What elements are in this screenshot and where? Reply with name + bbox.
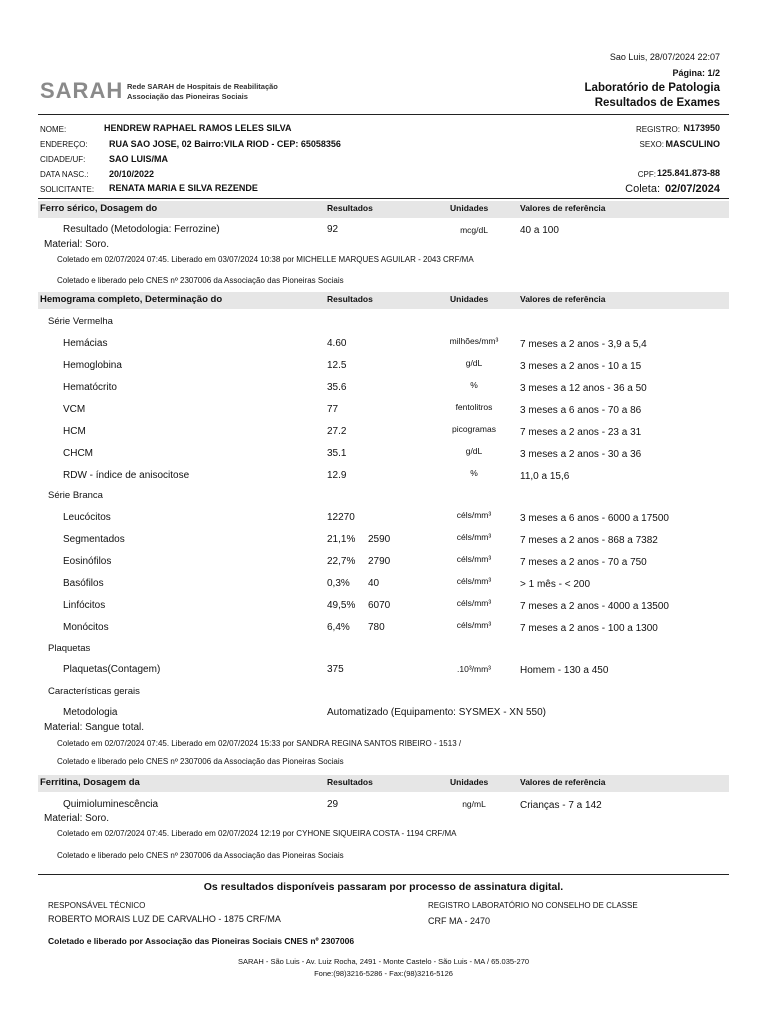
branca-row-ref: 7 meses a 2 anos - 100 a 1300 <box>520 623 658 634</box>
ferritina-note-1: Coletado em 02/07/2024 07:45. Liberado em 02/07/2024 12:19 por CYHONE SIQUEIRA COSTA - 1194 CRF/MA <box>57 829 457 838</box>
hemograma-section-header <box>38 292 729 309</box>
ferro-value: 92 <box>327 224 339 235</box>
branca-row-label: Leucócitos <box>63 512 111 523</box>
serie-vermelha-label: Série Vermelha <box>48 316 113 327</box>
vermelha-row-ref: 3 meses a 2 anos - 10 a 15 <box>520 361 642 372</box>
branca-row-label: Linfócitos <box>63 600 106 611</box>
vermelha-row-unit: g/dL <box>465 358 483 368</box>
footer-address: SARAH - São Luis - Av. Luiz Rocha, 2491 - Monte Castelo - São Luis - MA / 65.035-270 <box>237 957 530 966</box>
coleta-label: Coleta: <box>625 183 660 195</box>
requester-label: SOLICITANTE: <box>40 185 95 194</box>
ferro-unit: mcg/dL <box>460 225 488 235</box>
units-header: Unidades <box>450 777 489 787</box>
ferro-material: Material: Soro. <box>44 239 110 250</box>
hemograma-note-2: Coletado e liberado pelo CNES nº 2307006 da Associação das Pioneiras Sociais <box>57 757 344 766</box>
patient-divider <box>38 198 729 199</box>
ferro-ref: 40 a 100 <box>520 225 559 236</box>
vermelha-row-unit: g/dL <box>465 446 483 456</box>
branca-row-label: Monócitos <box>63 622 109 633</box>
vermelha-row-unit: milhões/mm³ <box>449 336 499 346</box>
cpf-label: CPF: <box>637 170 656 179</box>
refs-header: Valores de referência <box>520 777 606 787</box>
plaquetas-ref: Homem - 130 a 450 <box>520 665 609 676</box>
patient-city: SAO LUIS/MA <box>109 154 169 164</box>
hemograma-note-1: Coletado em 02/07/2024 07:45. Liberado em 02/07/2024 15:33 por SANDRA REGINA SANTOS RIBEIRO - 1513 / <box>57 739 462 748</box>
vermelha-row-value: 27.2 <box>327 426 347 437</box>
branca-row-ref: > 1 mês - < 200 <box>520 579 591 590</box>
resp-tecnico-name: ROBERTO MORAIS LUZ DE CARVALHO - 1875 CRF/MA <box>48 914 281 924</box>
branca-row-unit: céls/mm³ <box>456 598 492 608</box>
patient-name: HENDREW RAPHAEL RAMOS LELES SILVA <box>104 123 292 133</box>
vermelha-row-unit: picogramas <box>452 424 496 434</box>
logo-line-1: Rede SARAH de Hospitais de Reabilitação <box>127 82 278 91</box>
branca-row-value: 6,4% <box>327 622 350 633</box>
plaquetas-label: Plaquetas <box>48 643 91 654</box>
vermelha-row-label: HCM <box>63 426 86 437</box>
sexo-value: MASCULINO <box>665 139 720 149</box>
vermelha-row-ref: 7 meses a 2 anos - 3,9 a 5,4 <box>520 339 647 350</box>
branca-row-label: Basófilos <box>63 578 104 589</box>
serie-branca-label: Série Branca <box>48 490 103 501</box>
branca-row-unit: céls/mm³ <box>456 532 492 542</box>
cpf-value: 125.841.873-88 <box>656 168 720 178</box>
results-header: Resultados <box>327 294 373 304</box>
vermelha-row-ref: 7 meses a 2 anos - 23 a 31 <box>520 427 642 438</box>
vermelha-row-label: CHCM <box>63 448 93 459</box>
branca-row-label: Eosinófilos <box>63 556 112 567</box>
ferritina-material: Material: Soro. <box>44 813 110 824</box>
branca-row-absolute: 780 <box>368 622 385 633</box>
footer-phone: Fone:(98)3216-5286 - Fax:(98)3216-5126 <box>314 969 453 978</box>
ferritina-ref: Crianças - 7 a 142 <box>520 800 602 811</box>
plaquetas-value: 375 <box>327 664 344 675</box>
logo-subtitle <box>127 82 278 102</box>
city-label: CIDADE/UF: <box>40 155 86 164</box>
registro-label: REGISTRO: <box>635 125 680 134</box>
branca-row-ref: 7 meses a 2 anos - 4000 a 13500 <box>520 601 669 612</box>
patient-birth: 20/10/2022 <box>109 169 155 179</box>
results-header: Resultados <box>327 777 373 787</box>
signature-notice: Os resultados disponíveis passaram por processo de assinatura digital. <box>203 881 564 893</box>
vermelha-row-ref: 11,0 a 15,6 <box>520 471 570 482</box>
results-header: Resultados <box>327 203 373 213</box>
metodologia-label: Metodologia <box>63 707 118 718</box>
lab-title: Laboratório de Patologia <box>584 82 720 94</box>
branca-row-unit: céls/mm³ <box>456 510 492 520</box>
branca-row-absolute: 40 <box>368 578 380 589</box>
coletado-footer: Coletado e liberado por Associação das Pioneiras Sociais CNES nº 2307006 <box>48 936 355 946</box>
vermelha-row-ref: 3 meses a 6 anos - 70 a 86 <box>520 405 642 416</box>
birth-label: DATA NASC.: <box>40 170 89 179</box>
branca-row-value: 21,1% <box>327 534 356 545</box>
patient-address: RUA SAO JOSE, 02 Bairro:VILA RIOD - CEP: 65058356 <box>109 139 341 149</box>
vermelha-row-unit: % <box>470 380 478 390</box>
vermelha-row-unit: % <box>470 468 478 478</box>
vermelha-row-label: VCM <box>63 404 86 415</box>
ferro-title: Ferro sérico, Dosagem do <box>40 203 158 214</box>
ferritina-unit: ng/mL <box>462 799 486 809</box>
hemograma-material: Material: Sangue total. <box>44 722 145 733</box>
vermelha-row-value: 12.9 <box>327 470 347 481</box>
footer-divider <box>38 874 729 875</box>
branca-row-ref: 3 meses a 6 anos - 6000 a 17500 <box>520 513 669 524</box>
metodologia-value: Automatizado (Equipamento: SYSMEX - XN 550) <box>327 707 546 718</box>
branca-row-unit: céls/mm³ <box>456 554 492 564</box>
units-header: Unidades <box>450 203 489 213</box>
branca-row-value: 22,7% <box>327 556 356 567</box>
ferro-note-2: Coletado e liberado pelo CNES nº 2307006 da Associação das Pioneiras Sociais <box>57 276 344 285</box>
ferritina-row-label: Quimioluminescência <box>63 799 159 810</box>
branca-row-unit: céls/mm³ <box>456 620 492 630</box>
branca-row-value: 49,5% <box>327 600 356 611</box>
header-divider <box>38 114 729 115</box>
vermelha-row-value: 35.6 <box>327 382 347 393</box>
hemograma-title: Hemograma completo, Determinação do <box>40 294 223 305</box>
ferritina-note-2: Coletado e liberado pelo CNES nº 2307006 da Associação das Pioneiras Sociais <box>57 851 344 860</box>
sarah-logo: SARAH <box>40 78 124 103</box>
vermelha-row-label: RDW - índice de anisocitose <box>63 470 190 481</box>
branca-row-absolute: 2590 <box>368 534 391 545</box>
ferro-section-header <box>38 201 729 218</box>
vermelha-row-ref: 3 meses a 2 anos - 30 a 36 <box>520 449 642 460</box>
branca-row-unit: céls/mm³ <box>456 576 492 586</box>
resp-tecnico-label: RESPONSÁVEL TÉCNICO <box>48 901 146 910</box>
logo-line-2: Associação das Pioneiras Sociais <box>127 92 248 101</box>
ferritina-section-header <box>38 775 729 792</box>
vermelha-row-label: Hematócrito <box>63 382 117 393</box>
registro-lab-label: REGISTRO LABORATÓRIO NO CONSELHO DE CLASSE <box>428 901 638 910</box>
name-label: NOME: <box>40 125 67 134</box>
branca-row-value: 0,3% <box>327 578 350 589</box>
requester-name: RENATA MARIA E SILVA REZENDE <box>109 183 258 193</box>
ferritina-title: Ferritina, Dosagem da <box>40 777 140 788</box>
vermelha-row-value: 35.1 <box>327 448 347 459</box>
plaquetas-unit: .10³/mm³ <box>457 664 491 674</box>
refs-header: Valores de referência <box>520 203 606 213</box>
branca-row-ref: 7 meses a 2 anos - 70 a 750 <box>520 557 647 568</box>
sexo-label: SEXO: <box>639 140 664 149</box>
vermelha-row-ref: 3 meses a 12 anos - 36 a 50 <box>520 383 647 394</box>
branca-row-label: Segmentados <box>63 534 125 545</box>
branca-row-absolute: 6070 <box>368 600 391 611</box>
registro-lab-value: CRF MA - 2470 <box>428 916 491 926</box>
vermelha-row-label: Hemoglobina <box>63 360 122 371</box>
lab-subtitle: Resultados de Exames <box>594 97 720 109</box>
branca-row-ref: 7 meses a 2 anos - 868 a 7382 <box>520 535 658 546</box>
vermelha-row-unit: fentolitros <box>455 402 493 412</box>
branca-row-value: 12270 <box>327 512 355 523</box>
vermelha-row-value: 4.60 <box>327 338 347 349</box>
address-label: ENDEREÇO: <box>40 140 88 149</box>
page-number: Página: 1/2 <box>672 68 720 78</box>
vermelha-row-value: 12.5 <box>327 360 347 371</box>
caracteristicas-label: Características gerais <box>48 686 140 697</box>
plaquetas-row-label: Plaquetas(Contagem) <box>63 664 161 675</box>
ferro-row-label: Resultado (Metodologia: Ferrozine) <box>63 224 220 235</box>
ferro-note-1: Coletado em 02/07/2024 07:45. Liberado em 03/07/2024 10:38 por MICHELLE MARQUES AGUILAR - 2043 CRF/MA <box>57 255 474 264</box>
refs-header: Valores de referência <box>520 294 606 304</box>
branca-row-absolute: 2790 <box>368 556 391 567</box>
ferritina-value: 29 <box>327 799 339 810</box>
coleta-date: 02/07/2024 <box>664 183 720 195</box>
vermelha-row-value: 77 <box>327 404 339 415</box>
vermelha-row-label: Hemácias <box>63 338 108 349</box>
report-datetime: Sao Luis, 28/07/2024 22:07 <box>609 52 720 62</box>
registro-value: N173950 <box>683 123 720 133</box>
units-header: Unidades <box>450 294 489 304</box>
